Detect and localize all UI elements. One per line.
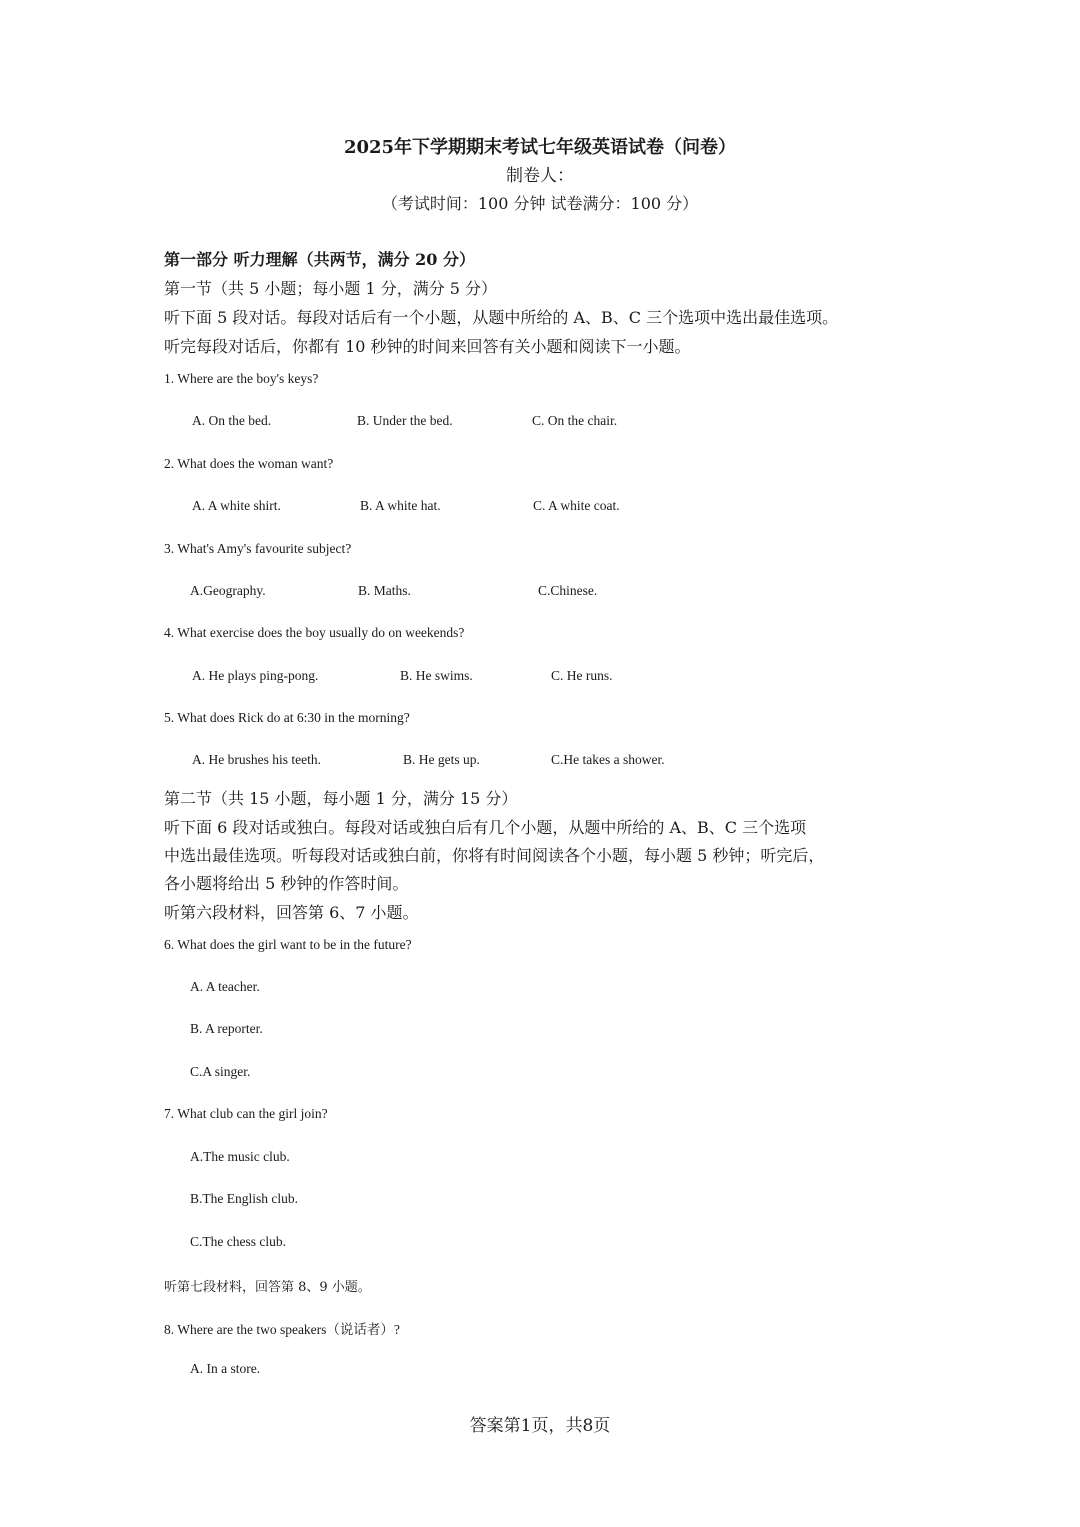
- option-c: C.Chinese.: [538, 583, 598, 598]
- seventh-material-instruction: 听第七段材料，回答第 8、9 小题。: [164, 1280, 371, 1295]
- option-b: B. A reporter.: [190, 1021, 263, 1036]
- option-a: A. A teacher.: [190, 979, 260, 994]
- option-b: B. A white hat.: [360, 498, 441, 513]
- question-8: 8. Where are the two speakers（说话者）?: [164, 1322, 400, 1337]
- question-6: 6. What does the girl want to be in the future?: [164, 937, 412, 952]
- option-c: C. A white coat.: [533, 498, 620, 513]
- option-c: C. On the chair.: [532, 413, 618, 428]
- option-a: A. He plays ping-pong.: [192, 668, 319, 683]
- exam-maker: 制卷人：: [506, 166, 574, 186]
- section2-instruction: 听下面 6 段对话或独白。每段对话或独白后有几个小题，从题中所给的 A、B、C 三个选项: [164, 818, 807, 837]
- option-c: C.He takes a shower.: [551, 752, 665, 767]
- section1-heading: 第一节（共 5 小题；每小题 1 分，满分 5 分）: [164, 279, 498, 298]
- exam-info: （考试时间：100 分钟 试卷满分：100 分）: [381, 194, 699, 213]
- question-4: 4. What exercise does the boy usually do on weekends?: [164, 625, 465, 640]
- option-a: A. In a store.: [190, 1361, 261, 1376]
- option-a: A. A white shirt.: [192, 498, 281, 513]
- option-a: A.Geography.: [190, 583, 266, 598]
- section2-heading: 第二节（共 15 小题，每小题 1 分，满分 15 分）: [164, 789, 518, 808]
- section2-instruction: 各小题将给出 5 秒钟的作答时间。: [164, 874, 409, 893]
- section1-instruction: 听完每段对话后，你都有 10 秒钟的时间来回答有关小题和阅读下一小题。: [164, 337, 691, 356]
- section2-instruction: 中选出最佳选项。听每段对话或独白前，你将有时间阅读各个小题，每小题 5 秒钟；听完后，: [164, 846, 825, 865]
- question-3: 3. What's Amy's favourite subject?: [164, 541, 352, 556]
- section1-instruction: 听下面 5 段对话。每段对话后有一个小题，从题中所给的 A、B、C 三个选项中选出最佳选项。: [164, 308, 839, 327]
- question-1: 1. Where are the boy's keys?: [164, 371, 319, 386]
- option-c: C.A singer.: [190, 1064, 251, 1079]
- option-b: B. Under the bed.: [357, 413, 453, 428]
- section2-instruction: 听第六段材料，回答第 6、7 小题。: [164, 903, 419, 922]
- option-b: B. Maths.: [358, 583, 411, 598]
- page-footer: 答案第1页，共8页: [469, 1416, 611, 1436]
- option-b: B. He gets up.: [403, 752, 480, 767]
- option-b: B.The English club.: [190, 1191, 298, 1206]
- option-c: C. He runs.: [551, 668, 613, 683]
- option-a: A. He brushes his teeth.: [192, 752, 321, 767]
- question-2: 2. What does the woman want?: [164, 456, 334, 471]
- question-7: 7. What club can the girl join?: [164, 1106, 328, 1121]
- exam-title: 2025年下学期期末考试七年级英语试卷（问卷）: [343, 137, 737, 158]
- option-c: C.The chess club.: [190, 1234, 286, 1249]
- option-a: A.The music club.: [190, 1149, 290, 1164]
- option-a: A. On the bed.: [192, 413, 272, 428]
- part1-title: 第一部分 听力理解（共两节，满分 20 分）: [164, 250, 475, 269]
- option-b: B. He swims.: [400, 668, 473, 683]
- question-5: 5. What does Rick do at 6:30 in the morning?: [164, 710, 410, 725]
